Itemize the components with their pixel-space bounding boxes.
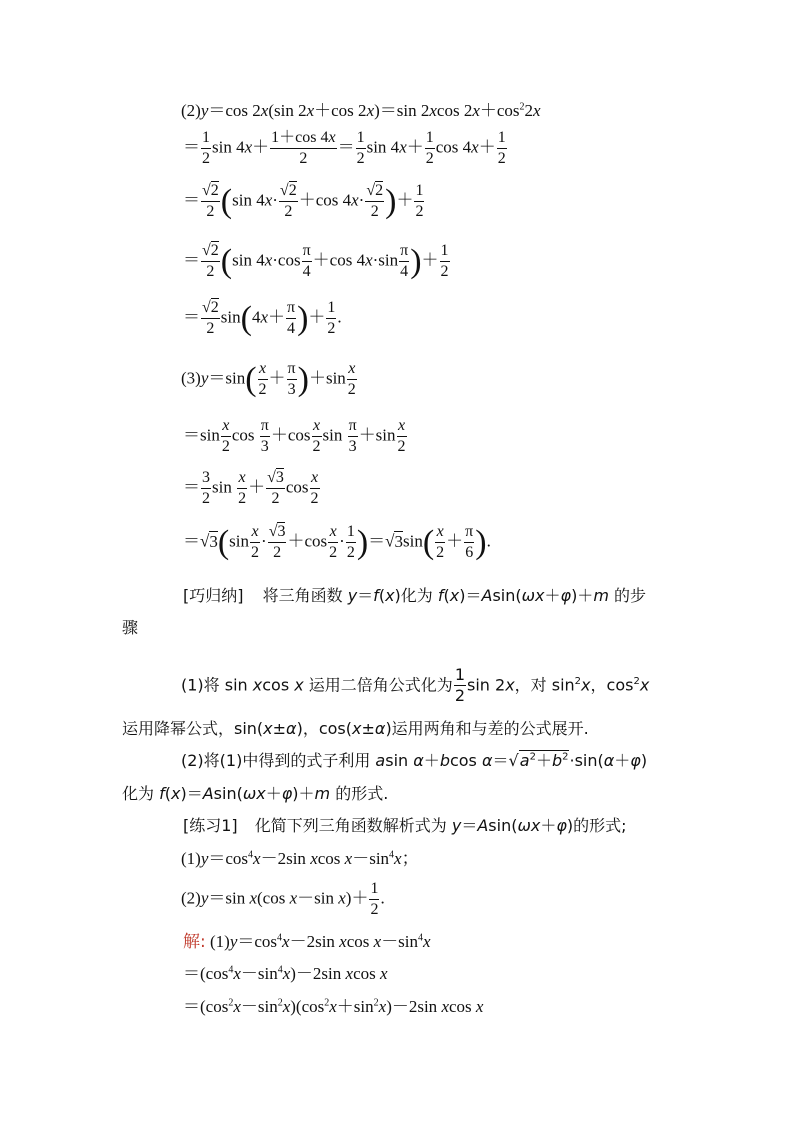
formula-line-5: ＝ $\frac{√2}{2}$ sin(4x＋ $\frac{\pi}{4}$ )＋ $\frac{1}{2}$ . <box>183 299 342 337</box>
exercise-title-line: [练习1] 化简下列三角函数解析式为 y＝Asin(ωx＋φ)的形式; <box>183 816 627 835</box>
step1-line-1: (1)将 sin xcos x 运用二倍角公式化为 $\frac{1}{2}$ sin 2x，对 $\sin^2x$，$\cos^2x$ <box>181 665 650 705</box>
step1-line-2: 运用降幂公式，sin(x±α)，cos(x±α)运用两角和与差的公式展开. <box>122 719 589 738</box>
step2-line-2: 化为 f(x)＝Asin(ωx＋φ)＋m 的形式. <box>122 784 389 803</box>
solution-line-3: $=(\cos^2x-\sin^2x)(\cos^2x+\sin^2x)-2\sin$ xcos x <box>183 997 484 1016</box>
formula-line-1: (2)y＝cos 2x(sin 2x＋cos 2x)＝sin 2xcos $2x+\cos^22x$ <box>181 101 541 120</box>
formula-line-2: ＝ $\frac{1}{2}$ sin 4x＋ $\frac{1+\cos 4x}{2}$ ＝ $\frac{1}{2}$ sin 4x＋ $\frac{1}{2}$ cos 4x＋ $\frac{1}{2}$ <box>183 129 506 167</box>
step2-line-1: (2)将(1)中得到的式子利用 asin α＋bcos $\alpha=√a^2+b^2\cdot\sin(\alpha+\varphi)$ <box>181 751 648 770</box>
formula-line-9: ＝√3(sin $\frac{x}{2}$ · $\frac{√3}{2}$ ＋cos $\frac{x}{2}$ · $\frac{1}{2}$ )＝√3sin( $\frac{x}{2}$ ＋ $\frac{\pi}{6}$ ). <box>183 523 491 561</box>
formula-line-8: ＝ $\frac{3}{2}$ sin $\frac{x}{2}$ ＋ $\frac{√3}{2}$ cos $\frac{x}{2}$ <box>183 469 319 507</box>
exercise-item-1: $(1)y=\cos^4x-2\sin$ xcos $x-\sin^4x$； <box>181 849 419 868</box>
formula-line-6: (3)y＝sin( $\frac{x}{2}$ ＋ $\frac{\pi}{3}$ )＋sin $\frac{x}{2}$ <box>181 360 356 398</box>
solution-line-1: 解: $(1)y=\cos^4x-2\sin$ xcos $x-\sin^4x$ <box>183 932 431 952</box>
method-summary-line-1: [巧归纳] 将三角函数 y＝f(x)化为 f(x)＝Asin(ωx＋φ)＋m 的步 <box>183 586 646 605</box>
exercise-item-2: (2)y＝sin x(cos x－sin x)＋ $\frac{1}{2}$ . <box>181 880 385 918</box>
exercise-title: [练习1] <box>183 816 238 835</box>
method-text-cont: 骤 <box>122 618 139 637</box>
solution-line-2: $=(\cos^4x-\sin^4x)-2\sin$ xcos x <box>183 964 388 983</box>
method-title: [巧归纳] <box>183 586 244 605</box>
formula-line-4: ＝ $\frac{√2}{2}$ (sin 4x·cos $\frac{\pi}{4}$ ＋cos 4x·sin $\frac{\pi}{4}$ )＋ $\frac{1}{2}$ <box>183 242 449 280</box>
formula-line-3: ＝ $\frac{√2}{2}$ (sin 4x· $\frac{√2}{2}$ ＋cos 4x· $\frac{√2}{2}$ )＋ $\frac{1}{2}$ <box>183 182 424 220</box>
solution-label: 解: <box>183 932 206 952</box>
method-summary-line-2 <box>122 620 138 636</box>
formula-line-7: ＝sin $\frac{x}{2}$ cos $\frac{\pi}{3}$ ＋cos $\frac{x}{2}$ sin $\frac{\pi}{3}$ ＋sin $\frac{x}{2}$ <box>183 417 406 455</box>
